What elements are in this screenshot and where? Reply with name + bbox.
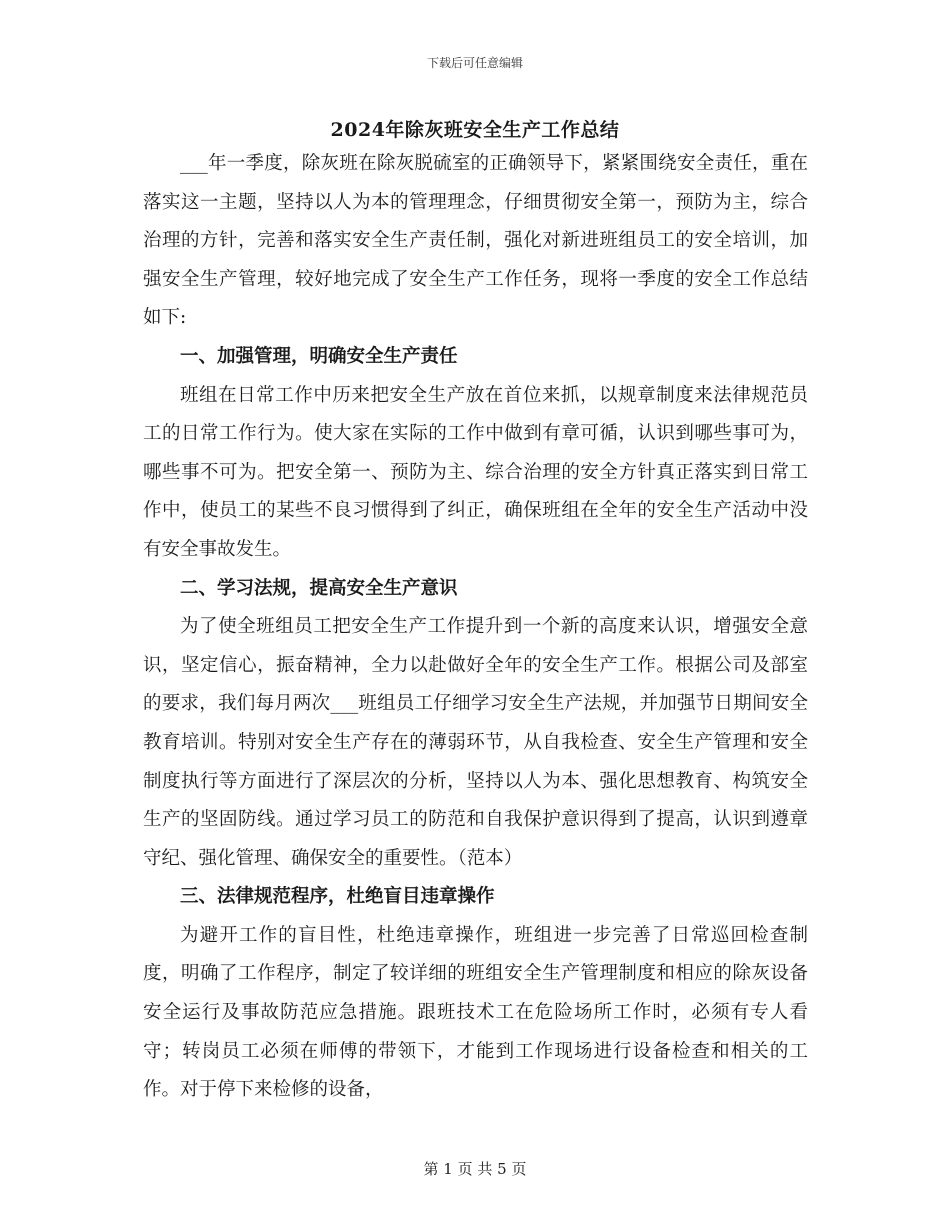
section-heading-1: 一、加强管理，明确安全生产责任 — [180, 345, 458, 367]
header-note: 下载后可任意编辑 — [426, 56, 523, 70]
document-body — [143, 145, 808, 1110]
page-number: 第 1 页 共 5 页 — [423, 1160, 527, 1178]
section-heading-3: 三、法律规范程序，杜绝盲目违章操作 — [180, 886, 495, 908]
document-title: 2024年除灰班安全生产工作总结 — [330, 119, 620, 141]
section-heading-2: 二、学习法规，提高安全生产意识 — [180, 577, 458, 599]
section-paragraph-3: 为避开工作的盲目性，杜绝违章操作，班组进一步完善了日常巡回检查制度，明确了工作程序，制定了较详细的班组安全生产管理制度和相应的除灰设备安全运行及事故防范应急措施。跟班技术工在危险场所工作时，必须有专人看守；转岗员工必须在师傅的带领下，才能到工作现场进行设备检查和相关的工作。对于停下来检修的设备， — [143, 924, 808, 1101]
section-paragraph-1: 班组在日常工作中历来把安全生产放在首位来抓，以规章制度来法律规范员工的日常工作行为。使大家在实际的工作中做到有章可循，认识到哪些事可为，哪些事不可为。把安全第一、预防为主、综合治理的安全方针真正落实到日常工作中，使员工的某些不良习惯得到了纠正，确保班组在全年的安全生产活动中没有安全事故发生。 — [143, 384, 808, 560]
intro-paragraph: ___年一季度，除灰班在除灰脱硫室的正确领导下，紧紧围绕安全责任，重在落实这一主题，坚持以人为本的管理理念，仔细贯彻安全第一，预防为主，综合治理的方针，完善和落实安全生产责任制，强化对新进班组员工的安全培训，加强安全生产管理，较好地完成了安全生产工作任务，现将一季度的安全工作总结如下: — [143, 153, 808, 329]
section-paragraph-2: 为了使全班组员工把安全生产工作提升到一个新的高度来认识，增强安全意识，坚定信心，振奋精神，全力以赴做好全年的安全生产工作。根据公司及部室的要求，我们每月两次___班组员工仔细学习安全生产法规，并加强节日期间安全教育培训。特别对安全生产存在的薄弱环节，从自我检查、安全生产管理和安全制度执行等方面进行了深层次的分析，坚持以人为本、强化思想教育、构筑安全生产的坚固防线。通过学习员工的防范和自我保护意识得到了提高，认识到遵章守纪、强化管理、确保安全的重要性。（范本） — [143, 616, 808, 869]
